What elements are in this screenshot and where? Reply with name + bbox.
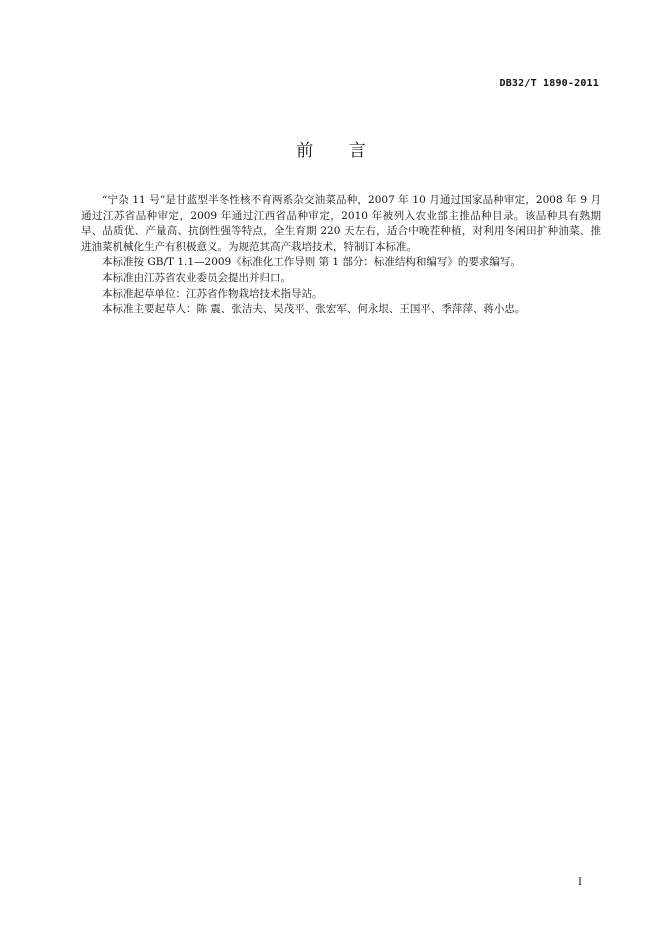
foreword-paragraph-drafting-unit: 本标准起草单位：江苏省作物栽培技术指导站。 (102, 287, 323, 300)
foreword-paragraph-proposer: 本标准由江苏省农业委员会提出并归口。 (102, 271, 291, 284)
foreword-paragraph-variety: “宁杂 11 号”是甘蓝型半冬性核不育两系杂交油菜品种，2007 年 10 月通过国家品种审定，2008 年 9 月通过江苏省品种审定，2009 年通过江西省品种审定，2010 年被列入农业部主推品种目录。该品种具有熟期早、品质优、产量高、抗倒性强等特点，全生育期 220 天左右，适合中晚茬种植，对利用冬闲田扩种油菜、推进油菜机械化生产有积极意义。为规范其高产栽培技术，特制订本标准。 (81, 194, 601, 253)
page-title: 前 言 (296, 141, 366, 161)
foreword-body (81, 193, 601, 318)
standard-code: DB32/T 1890-2011 (499, 78, 599, 89)
foreword-paragraph-drafting-rules: 本标准按 GB/T 1.1—2009《标准化工作导则 第 1 部分：标准结构和编写》的要求编写。 (102, 256, 521, 269)
page-number: I (578, 877, 582, 888)
foreword-paragraph-drafters: 本标准主要起草人：陈 震、张洁夫、吴茂平、张宏军、何永垠、王国平、季萍萍、蒋小忠。 (102, 303, 526, 316)
